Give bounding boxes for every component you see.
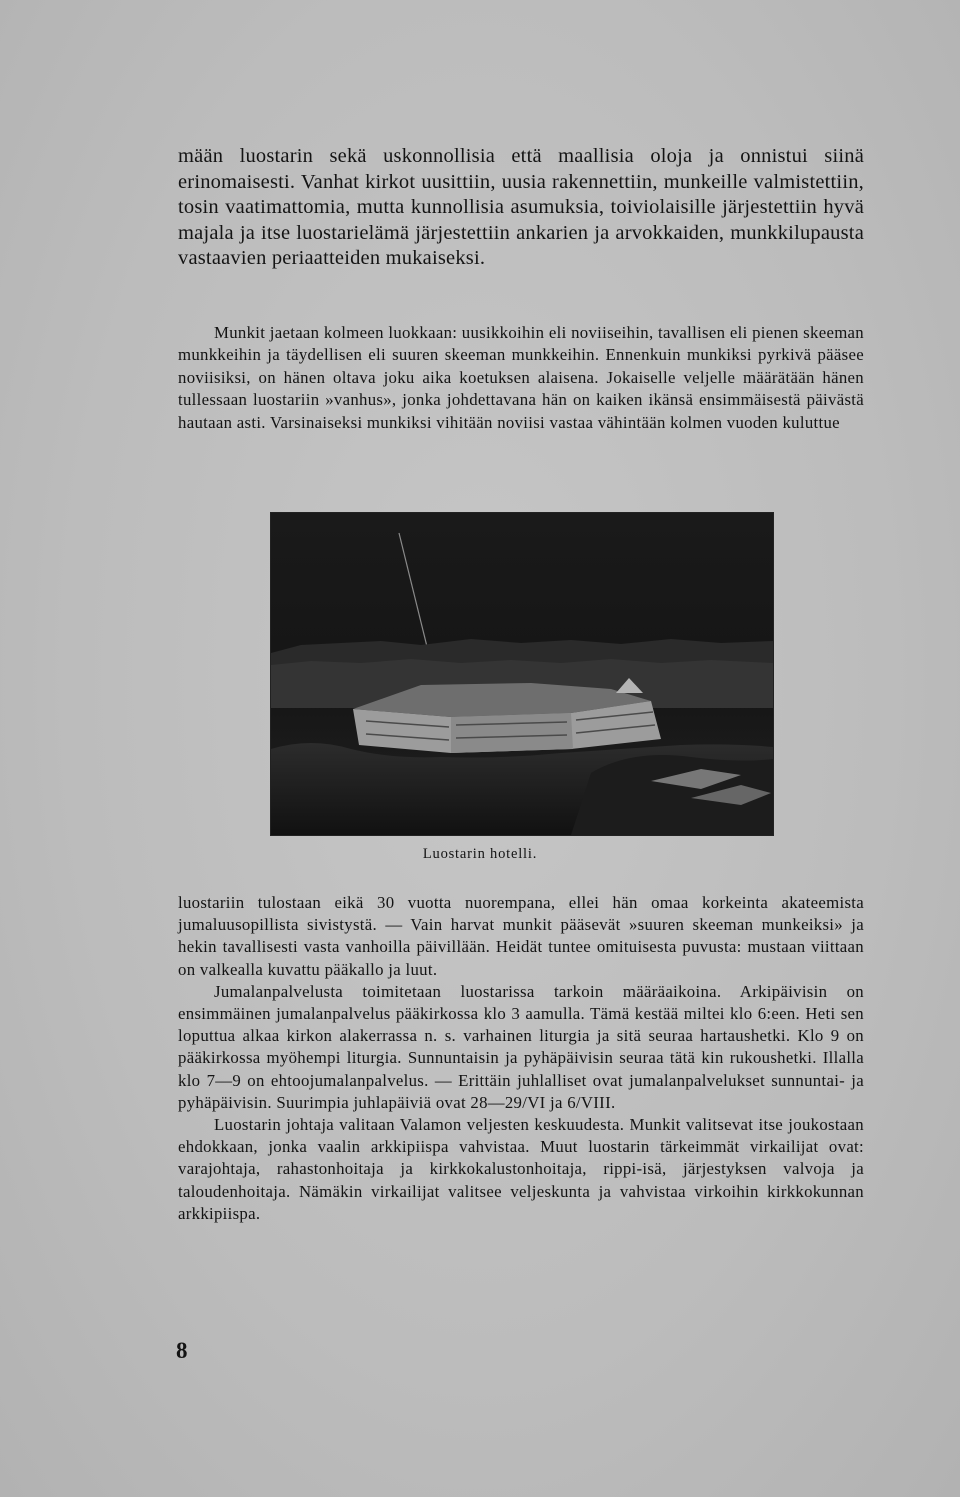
photo-caption: Luostarin hotelli. [422,846,538,862]
paragraph-services: Jumalanpalvelusta toimitetaan luostarissa tarkoin määräaikoina. Arkipäivisin on ensimmäinen jumalanpalvelus pääkirkossa klo 3 aamulla. Tämä kestää miltei klo 6:een. Heti sen loputtua alkaa kirkon alakerrassa n. s. varhainen liturgia ja sitä seuraa hartaushetki. Klo 9 on pääkirkossa myöhempi liturgia. Sunnuntaisin ja pyhäpäivisin seuraa tätä kin rukoushetki. Illalla klo 7—9 on ehtoojumalanpalvelus. — Erittäin juhlalliset ovat jumalanpalvelukset sunnuntai- ja pyhäpäivisin. Suurimpia juhlapäiviä ovat 28—29/VI ja 6/VIII. [178,981,864,1112]
main-text-block [178,892,864,1225]
intro-paragraph: mään luostarin sekä uskonnollisia että maallisia oloja ja onnistui siinä erinomaisesti. Vanhat kirkot uusittiin, uusia rakennettiin, munkeille valmistettiin, tosin vaatimattomia, mutta kunnollisia asumuksia, toiviolaisille järjestettiin hyvä majala ja itse luostarielämä järjestettiin ankarien ja arvokkaiden, munkkilupausta vastaavien periaatteiden mukaiseksi. [178,145,864,270]
monk-classes-paragraph: Munkit jaetaan kolmeen luokkaan: uusikkoihin eli noviiseihin, tavallisen eli pienen skeeman munkkeihin ja täydellisen eli suuren skeeman munkkeihin. Ennenkuin munkiksi pyrkivä pääsee noviisiksi, on hänen oltava joku aika koetuksen alaisena. Jokaiselle veljelle määrätään hänen tullessaan luostariin »vanhus», jonka johdettavana hän on kaiken ikänsä ensimmäisestä päivästä hautaan asti. Varsinaiseksi munkiksi vihitään noviisi vastaa vähintään kolmen vuoden kuluttue [178,323,864,432]
paragraph-novice-age: luostariin tulostaan eikä 30 vuotta nuorempana, ellei hän omaa korkeinta akateemista jumaluusopillista sivistystä. — Vain harvat munkit pääsevät »suuren skeeman munkeiksi» ja hekin tavallisesti vasta vanhoilla päivillään. Heidät tuntee omituisesta puvusta: mustaan viittaan on valkealla kuvattu pääkallo ja luut. [178,893,864,979]
hotel-photograph [270,512,774,836]
intro-paragraph-block [178,144,864,272]
monk-classes-block [178,322,864,434]
paragraph-leadership: Luostarin johtaja valitaan Valamon veljesten keskuudesta. Munkit valitsevat itse joukostaan ehdokkaan, jonka vaalin arkkipiispa vahvistaa. Muut luostarin tärkeimmät virkailijat ovat: varajohtaja, rahastonhoitaja ja kirkkokalustonhoitaja, rippi-isä, järjestyksen valvoja ja taloudenhoitaja. Nämäkin virkailijat valitsee veljeskunta ja vahvistaa virkoihin kirkkokunnan arkkipiispa. [178,1115,864,1223]
page-number: 8 [176,1338,188,1363]
